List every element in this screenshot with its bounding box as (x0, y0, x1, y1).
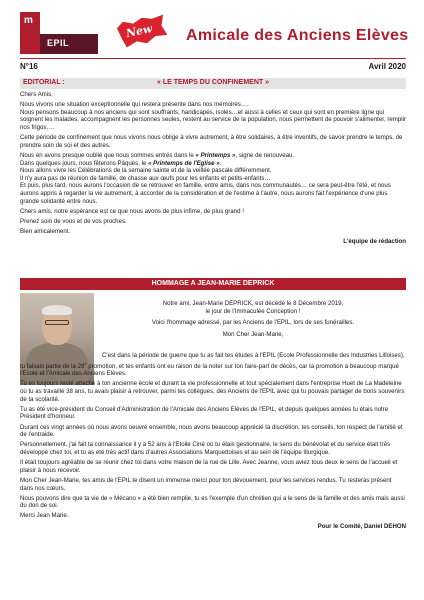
editorial-paragraph: Nous allons vivre les Célébrations de la semaine sainte et de la veillée pascale différemment. (20, 167, 272, 175)
hommage-paragraph: C'est dans la période de guerre que tu as fait tes études à l'EPIL (Ecole Professionnelle des Industries Lilloises), tu faisais partie de la 29e promotion, et tes enfants ont eu raison de la noter sur ton faire-part de décès, car ta promotion a beaucoup marqué l'Ecole et l'Amicale des Anciens Elèves. (20, 352, 405, 378)
editorial-paragraph: Il n'y aura pas de réunion de famille, de chasse aux œufs pour les enfants et petits-enfants… (20, 174, 271, 182)
editorial-closing: Bien amicalement. (20, 228, 71, 236)
issue-number: N°16 (20, 62, 38, 71)
hommage-intro-line: Voici l'hommage adressé, par les Anciens de l'EPIL, lors de ses funérailles. (151, 319, 355, 327)
hommage-signature: Pour le Comité, Daniel DEHON (317, 522, 406, 530)
hommage-heading: HOMMAGE A JEAN-MARIE DEPRICK (20, 278, 406, 290)
hommage-paragraph: Tu es toujours resté attaché à ton ancienne école et durant ta vie professionnelle et tout spécialement dans l'entreprise Huet de La Madeleine où tu as travaillé 38 ans, tu avais plaisir à retrouver, parmi tes collègues, des Anciens de l'EPIL avec qui tu pouvais partager de bons souvenirs de ta scolarité. (20, 380, 405, 403)
editorial-paragraph: Dans quelques jours, nous fêterons Pâques, le « Printemps de l'Eglise ». (20, 159, 222, 167)
editorial-label: EDITORIAL : (23, 79, 65, 86)
hommage-paragraph: Nous pouvons dire que ta vie de « Mécano » a été bien remplie, tu es l'exemple d'un chrétien qui a le sens de la famille et des amis mais aussi du don de soi. (20, 494, 405, 510)
hommage-body (20, 352, 406, 530)
editorial-paragraph: Cette période de confinement que nous vivons nous oblige à vivre autrement, à être solidaires, à être inventifs, de savoir prendre le temps, de prendre soin de soi et des autres. (20, 134, 403, 149)
hommage-intro (100, 300, 406, 338)
editorial-signature: L'équipe de rédaction (343, 238, 406, 246)
hommage-paragraph: Il était toujours agréable de se réunir chez toi dans votre maison de la rue de Lille. Avec Jeanne, vous aviez tous deux le sens de l'accueil et plaisir à nous recevoir. (20, 459, 398, 474)
header-divider (20, 58, 406, 59)
editorial-greeting: Chers Amis, (20, 91, 53, 98)
editorial-title: « LE TEMPS DU CONFINEMENT » (156, 79, 269, 86)
logo-text: EPIL (47, 38, 70, 48)
editorial-paragraph: Nous pensons beaucoup à nos anciens qui sont souffrants, handicapés, isolés…et aussi à celles et ceux qui sont en première ligne qui soignent les malades, accompagnent les personnes seules, restent au service de la population, nous permettent de pouvoir s'alimenter, remplir nos frigos…. (20, 108, 406, 131)
issue-date: Avril 2020 (368, 62, 406, 71)
hommage-paragraph: Merci Jean Marie. (20, 512, 69, 520)
page-title: Amicale des Anciens Elèves (186, 27, 409, 44)
editorial-paragraph: Nous en avons presque oublié que nous sommes entrés dans le « Printemps », signe de renouveau. (20, 151, 295, 159)
editorial-body (20, 91, 406, 246)
issue-row (20, 62, 406, 74)
editorial-paragraph: Chers amis, notre espérance est ce que nous avons de plus infime, de plus grand ! (20, 207, 244, 215)
editorial-heading-bar (20, 78, 406, 89)
editorial-paragraph: Prenez soin de vous et de vos proches. (20, 217, 127, 225)
hommage-intro-line: Mon Cher Jean-Marie, (222, 330, 284, 338)
new-badge: New (116, 13, 168, 48)
hommage-intro-line: Notre ami, Jean-Marie DEPRICK, est décédé le 8 Décembre 2019, (162, 300, 344, 307)
epil-logo: m EPIL (20, 12, 98, 54)
hommage-paragraph: Mon Cher Jean-Marie, tes amis de l'EPIL te disent un immense merci pour ton dévouement, pour les services rendus. Tu resteras présent dans nos cœurs. (20, 476, 392, 492)
hommage-intro-line: le jour de l'Immaculée Conception ! (205, 307, 301, 315)
hommage-paragraph: Personnellement, j'ai fait ta connaissance il y a 52 ans à l'Etoile Ciné où tu étais gestionnaire, le sens du bénévolat et du service était très développé chez toi, et tu as été très actif dans d'autres Associations Marquettoises et au sein de l'équipe liturgique. (20, 441, 391, 456)
editorial-paragraph: Et puis, plus tard, nous aurons l'occasion de se retrouver en famille, entre amis, dans nos communautés… ce sera peut-être l'été, et nous aurons appris à regarder la vie autrement, à accorder de la considération et de l'estime à l'autre, nous aurons fait l'expérience d'une plus grande solidarité entre nous. (20, 182, 391, 205)
hommage-paragraph: Durant ces vingt années où nous avons oeuvré ensemble, nous avons beaucoup apprécié ta discrétion, tes conseils, ton respect de l'amitié et de l'entraide. (20, 423, 403, 439)
hommage-paragraph: Tu as été vice-président du Conseil d'Administration de l'Amicale des Anciens Elèves de l'EPIL, et depuis quelques années tu étais notre Président d'honneur. (20, 405, 389, 421)
editorial-paragraph: Nous vivons une situation exceptionnelle qui restera présente dans nos mémoires…. (20, 101, 249, 109)
